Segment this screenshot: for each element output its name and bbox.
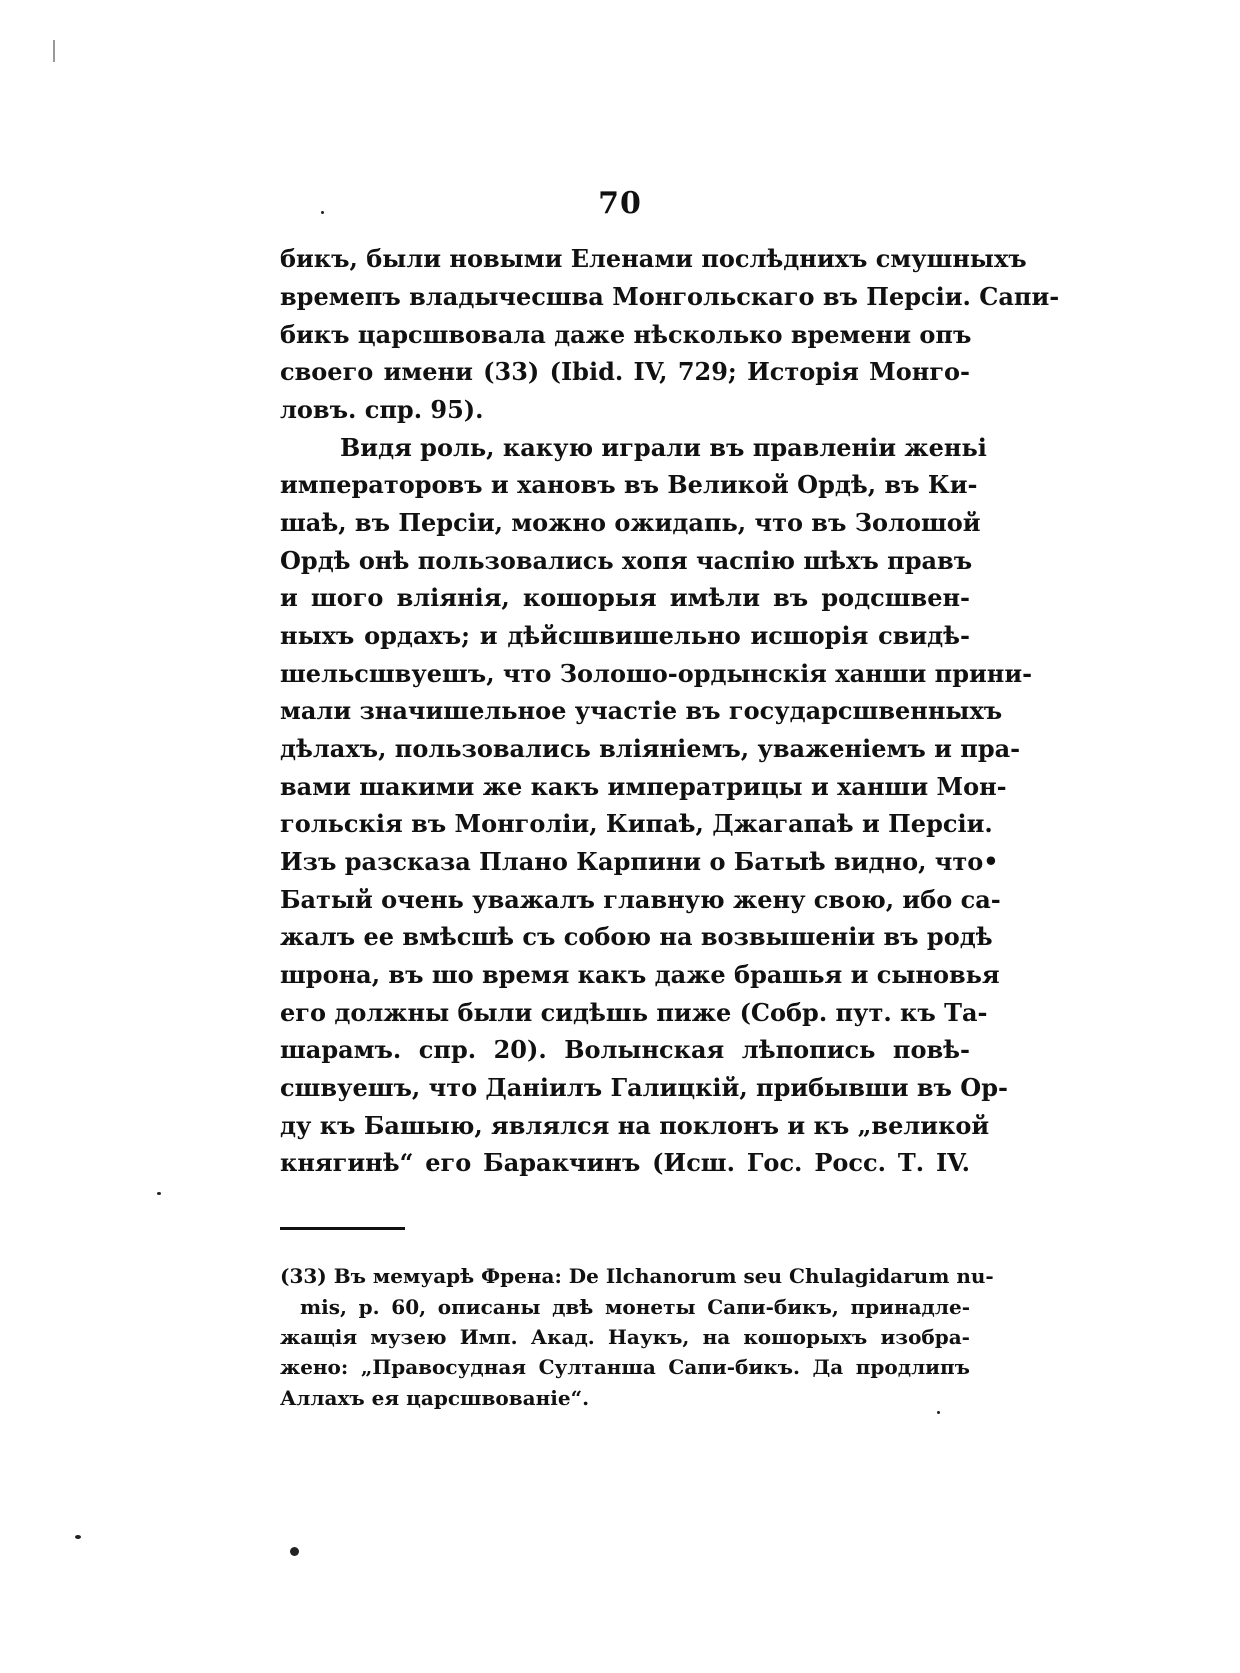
text-line: своего имени (33) (Ibid. IV, 729; Исторія Монго- bbox=[280, 357, 970, 386]
text-line: Изъ разсказа Плано Карпини о Батыѣ видно, что• bbox=[280, 847, 999, 876]
text-line: бикъ царсшвовала даже нѣсколько времени опъ bbox=[280, 320, 972, 349]
text-line: ныхъ ордахъ; и дѣйсшвишельно исшорія свидѣ- bbox=[280, 621, 970, 650]
text-line: гольскія въ Монголіи, Кипаѣ, Джагапаѣ и Персіи. bbox=[280, 809, 993, 838]
text-line: мали значишельное участіе въ государсшвенныхъ bbox=[280, 696, 1003, 725]
ink-speck bbox=[937, 1411, 940, 1414]
text-line: дѣлахъ, пользовались вліяніемъ, уваженіемъ и пра- bbox=[280, 734, 1021, 763]
text-line: Батый очень уважалъ главную жену свою, ибо са- bbox=[280, 885, 1001, 914]
text-line: Видя роль, какую играли въ правленіи женьі bbox=[340, 433, 987, 462]
ink-speck bbox=[321, 211, 324, 214]
ink-speck bbox=[75, 1535, 81, 1539]
text-line: шаѣ, въ Персіи, можно ожидапь, что въ Золошой bbox=[280, 508, 981, 537]
footnote-line: Аллахъ ея царсшвованіе“. bbox=[280, 1386, 590, 1410]
text-line: императоровъ и хановъ въ Великой Ордѣ, въ Ки- bbox=[280, 470, 978, 499]
text-line: его должны были сидѣшь пиже (Собр. пут. къ Та- bbox=[280, 998, 988, 1027]
text-line: шрона, въ шо время какъ даже брашья и сыновья bbox=[280, 960, 1000, 989]
text-line: бикъ, были новыми Еленами послѣднихъ смушныхъ bbox=[280, 244, 1027, 273]
text-line: ловъ. спр. 95). bbox=[280, 395, 484, 424]
footnote-line: жащія музею Имп. Акад. Наукъ, на кошорыхъ изобра- bbox=[280, 1325, 970, 1349]
ink-speck bbox=[157, 1192, 161, 1195]
text-line: Ордѣ онѣ пользовались хопя часпію шѣхъ правъ bbox=[280, 546, 973, 575]
text-line: шарамъ. спр. 20). Волынская лѣпопись повѣ- bbox=[280, 1035, 970, 1064]
text-line: шельсшвуешъ, что Золошо-ордынскія ханши прини- bbox=[280, 659, 1033, 688]
text-line: и шого вліянія, кошорыя имѣли въ родсшвен- bbox=[280, 583, 970, 612]
footnote-rule bbox=[280, 1227, 405, 1230]
scan-edge-mark bbox=[53, 40, 55, 62]
text-line: княгинѣ“ его Баракчинъ (Исш. Гос. Росс. Т. IV. bbox=[280, 1148, 970, 1177]
footnote-line: mis, p. 60, описаны двѣ монеты Сапи-бикъ, принадле- bbox=[300, 1295, 970, 1319]
text-line: жалъ ее вмѣсшѣ съ собою на возвышеніи въ родѣ bbox=[280, 922, 993, 951]
ink-speck bbox=[290, 1547, 299, 1556]
text-line: времепъ владычесшва Монгольскаго въ Персіи. Сапи- bbox=[280, 282, 1060, 311]
footnote-line: (33) Въ мемуарѣ Френа: De Ilchanorum seu Chulagidarum nu- bbox=[280, 1264, 994, 1288]
page-number: 70 bbox=[598, 186, 642, 221]
text-line: сшвуешъ, что Даніилъ Галицкій, прибывши въ Ор- bbox=[280, 1073, 1008, 1102]
text-line: вами шакими же какъ императрицы и ханши Мон- bbox=[280, 772, 1007, 801]
text-line: ду къ Башыю, являлся на поклонъ и къ „великой bbox=[280, 1111, 990, 1140]
footnote-line: жено: „Правосудная Султанша Сапи-бикъ. Да продлипъ bbox=[280, 1355, 970, 1379]
